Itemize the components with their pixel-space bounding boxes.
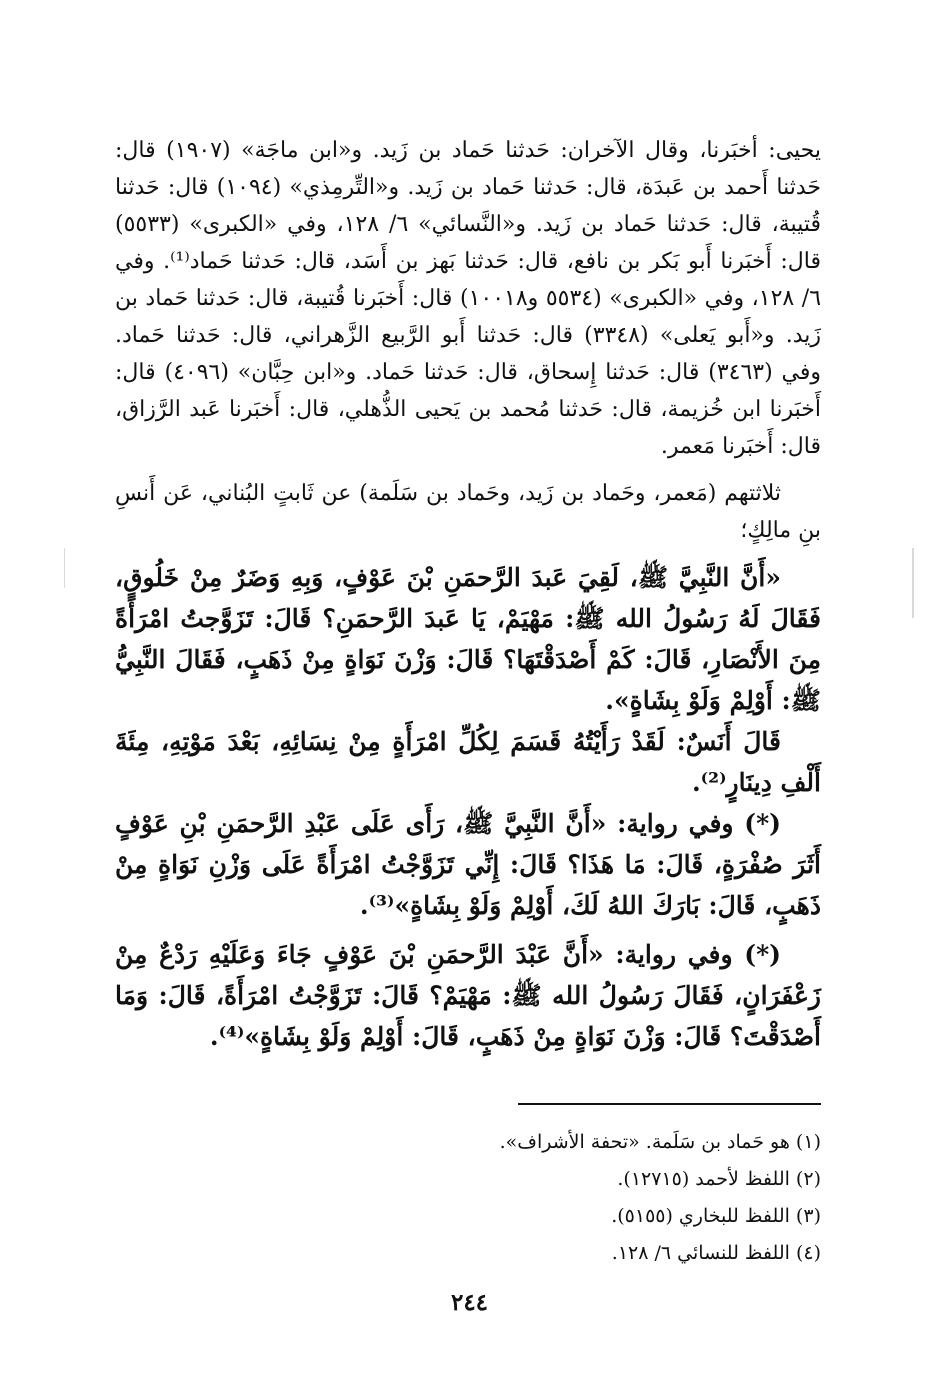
footnote-3: (٣) اللفظ للبخاري (٥١٥٥). [611,1205,821,1227]
riwaya-paragraph-2: (*) وفي رواية: «أَنَّ عَبْدَ الرَّحمَنِ بْنَ عَوْفٍ جَاءَ وَعَلَيْهِ رَدْعٌ مِنْ زَعْفَرَانٍ، فَقَالَ رَسُولُ الله ﷺ: مَهْيَمْ؟ قَالَ: تَزَوَّجْتُ امْرَأَةً، قَالَ: وَمَا أَصْدَقْتَ؟ قَالَ: وَزْنَ نَوَاةٍ مِنْ ذَهَبٍ، قَالَ: أَوْلِمْ وَلَوْ بِشَاةٍ»⁽⁴⁾. [115,940,821,1051]
footnote-2: (٢) اللفظ لأحمد (١٢٧١٥). [617,1168,821,1190]
hadith-text: «أَنَّ النَّبِيَّ ﷺ، لَقِيَ عَبدَ الرَّحمَنِ بْنَ عَوْفٍ، وَبِهِ وَضَرٌ مِنْ خَلُوقٍ، فَقَالَ لَهُ رَسُولُ الله ﷺ: مَهْيَمْ، يَا عَبدَ الرَّحمَنِ؟ قَالَ: تَزَوَّجتُ امْرَأَةً مِنَ الأَنْصَارِ، قَالَ: كَمْ أَصْدَقْتَهَا؟ قَالَ: وَزْنَ نَوَاةٍ مِنْ ذَهَبٍ، فَقَالَ النَّبِيُّ ﷺ: أَوْلِمْ وَلَوْ بِشَاةٍ». [115,563,821,715]
footnote-4: (٤) اللفظ للنسائي ٦/ ١٢٨. [611,1242,821,1264]
footnote-divider [518,1103,821,1105]
footnote-1: (١) هو حَماد بن سَلَمة. «تحفة الأشراف». [499,1131,821,1153]
scan-mark [64,548,65,588]
scan-mark [912,548,914,618]
anas-statement: قَالَ أَنَسٌ: لَقَدْ رَأَيْتُهُ قَسَمَ لِكُلِّ امْرَأَةٍ مِنْ نِسَائِهِ، بَعْدَ مَوْتِهِ، مِئَةَ أَلْفِ دِينَارٍ⁽²⁾. [115,727,821,797]
isnad-paragraph: يحيى: أخبَرنا، وقال الآخران: حَدثنا حَماد بن زَيد. و«ابن ماجَة» (١٩٠٧) قال: حَدثنا أَحمد بن عَبدَة، قال: حَدثنا حَماد بن زَيد. و«التِّرمِذي» (١٠٩٤) قال: حَدثنا قُتيبة، قال: حَدثنا حَماد بن زَيد. و«النَّسائي» ٦/ ١٢٨، وفي «الكبرى» (٥٥٣٣) قال: أَخبَرنا أَبو بَكر بن نافع، قال: حَدثنا بَهز بن أَسَد، قال: حَدثنا حَماد⁽¹⁾. وفي ٦/ ١٢٨، وفي «الكبرى» (٥٥٣٤ و١٠٠١٨) قال: أَخبَرنا قُتيبة، قال: حَدثنا حَماد بن زَيد. و«أَبو يَعلى» (٣٣٤٨) قال: حَدثنا أَبو الرَّبيع الزَّهراني، قال: حَدثنا حَماد. وفي (٣٤٦٣) قال: حَدثنا إِسحاق، قال: حَدثنا حَماد. و«ابن حِبَّان» (٤٠٩٦) قال: أَخبَرنا ابن خُزيمة، قال: حَدثنا مُحمد بن يَحيى الذُّهلي، قال: أَخبَرنا عَبد الرَّزاق، قال: أَخبَرنا مَعمر. [115,138,822,459]
footnotes [300,1124,821,1272]
riwaya-paragraph-1: (*) وفي رواية: «أَنَّ النَّبِيَّ ﷺ، رَأَى عَلَى عَبْدِ الرَّحمَنِ بْنِ عَوْفٍ أَثَرَ صُفْرَةٍ، قَالَ: مَا هَذَا؟ قَالَ: إِنِّي تَزَوَّجْتُ امْرَأَةً عَلَى وَزْنِ نَوَاةٍ مِنْ ذَهَبٍ، قَالَ: بَارَكَ اللهُ لَكَ، أَوْلِمْ وَلَوْ بِشَاةٍ»⁽³⁾. [115,809,821,920]
isnad-summary-paragraph: ثلاثتهم (مَعمر، وحَماد بن زَيد، وحَماد بن سَلَمة) عن ثَابتٍ البُناني، عَن أَنسِ بنِ مالِكٍ؛ [115,481,821,543]
page-number: ٢٤٤ [450,1289,489,1316]
main-text-block [115,132,821,1057]
